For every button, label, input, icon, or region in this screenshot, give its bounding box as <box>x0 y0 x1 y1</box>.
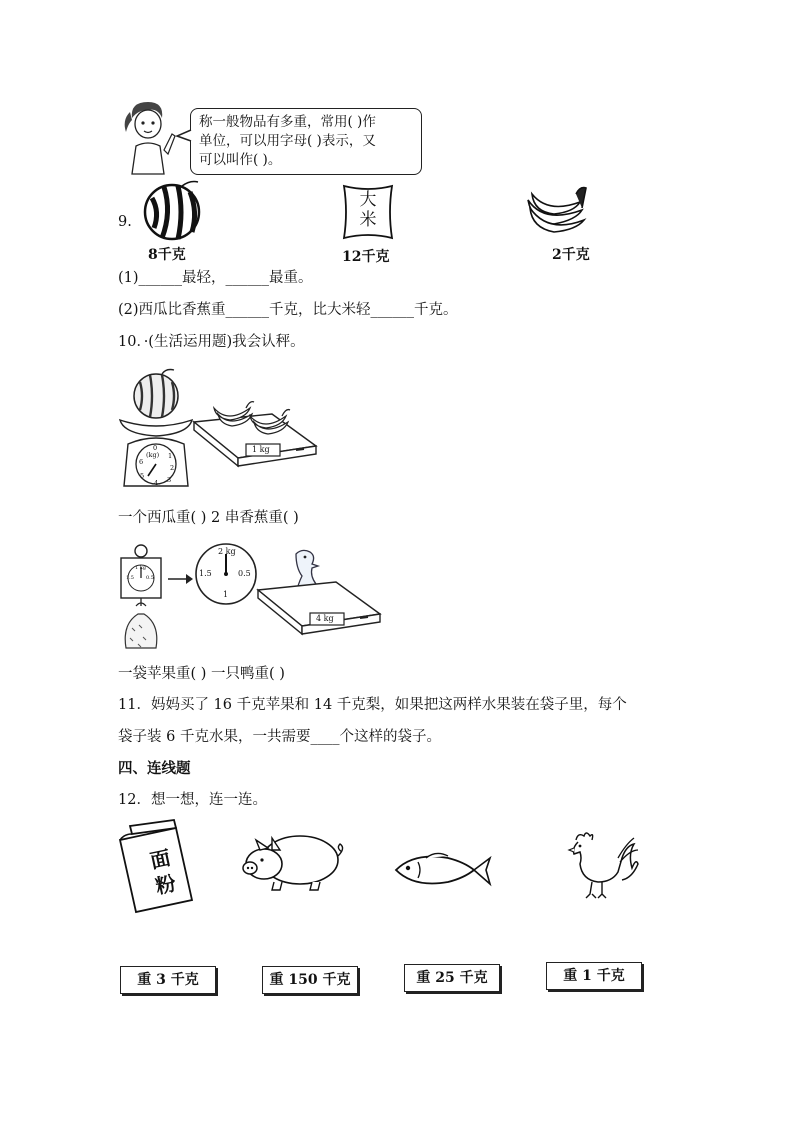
large-dial-left: 1.5 <box>199 569 212 578</box>
scale1-tick-1: 1 <box>168 452 173 460</box>
banana-icon <box>524 184 590 236</box>
rice-bag-icon <box>338 182 398 242</box>
q9-sub2: (2)西瓜比香蕉重______千克，比大米轻______千克。 <box>118 302 458 318</box>
arrow-icon <box>168 570 194 582</box>
rice-bag-text-1: 大 <box>359 190 377 210</box>
q12-title: 12．想一想，连一连。 <box>118 792 267 808</box>
weight-box-3kg[interactable]: 重 3 千克 <box>120 966 216 994</box>
weight-box-1kg[interactable]: 重 1 千克 <box>546 962 642 990</box>
scale1-tick-5: 5 <box>140 472 145 480</box>
girl-illustration <box>118 98 180 176</box>
bubble-tail <box>176 128 192 142</box>
large-dial-bottom: 1 <box>223 590 229 599</box>
platform-scale-duck <box>256 546 384 646</box>
section4-title: 四、连线题 <box>118 761 191 777</box>
q9-label-rice: 12千克 <box>342 249 390 265</box>
flour-bag-icon <box>116 818 196 914</box>
small-dial-top: 1 kg <box>135 565 147 571</box>
platform-scale-bananas <box>192 384 320 474</box>
girl-icon <box>118 98 180 176</box>
q9-label-banana: 2千克 <box>552 247 590 263</box>
small-dial-left: 1.5 <box>126 575 134 581</box>
intro-line-3: 可以叫作( )。 <box>199 152 282 168</box>
small-dial-right: 0.5 <box>146 575 154 581</box>
large-dial-top: 2 kg <box>218 547 236 556</box>
weight-box-150kg[interactable]: 重 150 千克 <box>262 966 358 994</box>
q9-number: 9. <box>118 214 132 230</box>
scale1-tick-6: 6 <box>139 458 144 466</box>
rice-bag-text-2: 米 <box>359 210 377 230</box>
intro-line-2: 单位，可以用字母( )表示，又 <box>199 133 376 149</box>
scale1-tick-0: 0 <box>153 444 158 452</box>
large-dial <box>194 542 258 606</box>
watermelon-icon <box>142 180 204 242</box>
platform-scale-2-readout: 4 kg <box>316 614 334 623</box>
flour-text-1: 面 <box>148 845 173 874</box>
dial-scale-watermelon <box>118 366 194 492</box>
scale1-tick-3: 3 <box>167 476 172 484</box>
speech-bubble <box>190 108 422 175</box>
fish-icon <box>392 850 494 890</box>
scale1-unit: (kg) <box>146 451 160 459</box>
weight-box-25kg[interactable]: 重 25 千克 <box>404 964 500 992</box>
hanging-scale-apples <box>118 544 164 654</box>
q10-answer2: 一袋苹果重( ) 一只鸭重( ) <box>118 666 285 682</box>
platform-scale-1-readout: 1 kg <box>252 445 270 454</box>
q10-title: 10．·(生活运用题)我会认秤。 <box>118 334 305 350</box>
flour-text-2: 粉 <box>153 870 178 899</box>
q11-line2: 袋子装 6 千克水果，一共需要____个这样的袋子。 <box>118 729 441 745</box>
pig-icon <box>240 828 348 894</box>
q9-label-watermelon: 8千克 <box>148 247 186 263</box>
intro-line-1: 称一般物品有多重，常用( )作 <box>199 114 376 130</box>
q11-line1: 11．妈妈买了 16 千克苹果和 14 千克梨，如果把这两样水果装在袋子里，每个 <box>118 697 627 713</box>
scale1-tick-4: 4 <box>154 479 159 487</box>
scale1-tick-2: 2 <box>170 464 175 472</box>
q9-sub1: (1)______最轻，______最重。 <box>118 270 313 286</box>
q10-answer1: 一个西瓜重( ) 2 串香蕉重( ) <box>118 510 299 526</box>
large-dial-right: 0.5 <box>238 569 251 578</box>
rooster-icon <box>568 828 640 900</box>
